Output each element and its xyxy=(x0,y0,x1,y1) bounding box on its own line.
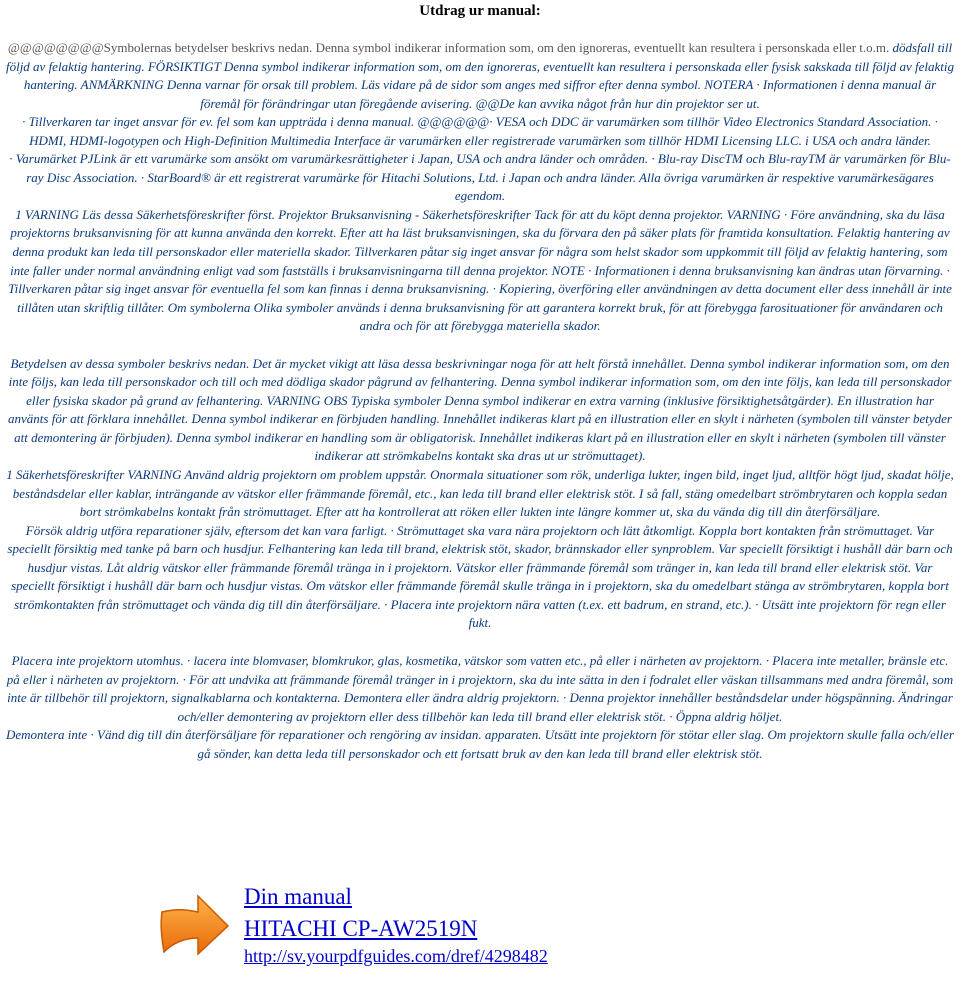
section-gap xyxy=(5,633,955,652)
paragraph-safety-3: Placera inte projektorn utomhus. · lacera inte blomvaser, blomkrukor, glas, kosmetika, vätskor som vatten etc., på eller i närheten av projektorn. · Placera inte metaller, bränsle etc. på eller i närheten av projektorn. · För att undvika att främmande föremål tränger in i projektorn, ska du inte sätta in den i fodralet eller väskan tillsammans med andra föremål, som inte är tillbehör till projektorn, signalkablarna och kontakterna. Demontera eller ändra aldrig projektorn. · Denna projektor innehåller beståndsdelar under högspänning. Ändringar och/eller demontering av projektorn eller dess tillbehör kan leda till brand eller elektrisk stöt. · Öppna aldrig höljet. xyxy=(6,652,954,724)
manual-excerpt xyxy=(5,39,955,763)
paragraph-safety-2: Försök aldrig utföra reparationer själv, eftersom det kan vara farligt. · Strömuttaget ska vara nära projektorn och lätt åtkomligt. Koppla bort kontakten från strömuttaget. Var speciellt försiktig med tanke på barn och husdjur. Felhantering kan leda till brand, elektrisk stöt, skador, brännskador eller synproblem. Var speciellt försiktigt i hushåll där barn och husdjur vistas. Låt aldrig vätskor eller främmande föremål tränga in i projektorn. Vätskor eller främmande föremål som tränger in, kan leda till brand eller elektrisk stöt. Var speciellt försiktigt i hushåll där barn och husdjur vistas. Om vätskor eller främmande föremål skulle tränga in i projektorn, ska du omedelbart stänga av strömbrytaren, koppla bort strömkontakten från strömuttaget och vända dig till din återförsäljare. · Placera inte projektorn nära vatten (t.ex. ett badrum, en strand, etc.). · Utsätt inte projektorn för regn eller fukt. xyxy=(7,522,953,631)
paragraph-safety-1: 1 Säkerhetsföreskrifter VARNING Använd aldrig projektorn om problem uppstår. Onormala situationer som rök, underliga lukter, ingen bild, inget ljud, alltför högt ljud, skadat hölje, beståndsdelar eller kablar, inträngande av vätskor eller främmande föremål, etc., kan leda till brand eller elektrisk stöt. I så fall, stäng omedelbart strömbrytaren och koppla sedan bort strömkabelns kontakt från strömuttaget. Efter att ha kontrollerat att röken eller lukten inte längre kommer ut, ska du vända dig till din återförsäljare. xyxy=(6,467,954,520)
paragraph-symbol-meanings: Betydelsen av dessa symboler beskrivs nedan. Det är mycket vikigt att läsa dessa beskrivningar noga för att helt förstå innehållet. Denna symbol indikerar information som, om den inte följs, kan leda till personskador och till och med dödliga skador pågrund av felhantering. Denna symbol indikerar information som, om den inte följs, kan leda till personskador eller fysiska skador på grund av felhantering. VARNING OBS Typiska symboler Denna symbol indikerar en extra varning (inklusive försiktighetsåtgärder). En illustration har använts för att förklara innehållet. Denna symbol indikerar en förbjuden handling. Innehållet indikeras klart på en illustration eller en skylt i närheten (symbolen till vänster betyder att demontering är förbjuden). Denna symbol indikerar en handling som är obligatorisk. Innehållet indikeras klart på en illustration eller en skylt i närheten (symbolen till vänster indikerar att strömkabelns kontakt ska dras ut ur strömuttaget). xyxy=(8,355,952,464)
arrow-right-icon xyxy=(158,890,230,960)
manual-footer xyxy=(158,884,948,976)
paragraph-symbols xyxy=(5,39,955,113)
paragraph-symbols-rest: dödsfall till följd av felaktig hantering. FÖRSIKTIGT Denna symbol indikerar information som, om den ignoreras, eventuellt kan resultera i personskada eller fysisk sakskada till följd av felaktig hantering. ANMÄRKNING Denna varnar för orsak till problem. Läs vidare på de sidor som anges med siffror efter denna symbol. NOTERA · Informationen i denna manual är föremål för förändringar utan föregående avisering. @@De kan avvika något från hur din projektor ser ut. xyxy=(5,40,955,111)
paragraph-trademarks-2: · Varumärket PJLink är ett varumärke som ansökt om varumärkesrättigheter i Japan, USA och andra länder och områden. · Blu-ray DiscTM och Blu-rayTM är varumärken för Blu-ray Disc Association. · StarBoard® är ett registrerat varumärke för Hitachi Solutions, Ltd. i Japan och andra länder. Alla övriga varumärken är respektive varumärkesägares egendom. xyxy=(9,151,951,204)
paragraph-safety-4: Demontera inte · Vänd dig till din återförsäljare för reparationer och rengöring av insidan. apparaten. Utsätt inte projektorn för stötar eller slag. Om projektorn skulle falla och/eller gå sönder, kan detta leda till personskador och ett fortsatt bruk av den kan leda till brand eller elektrisk stöt. xyxy=(6,727,954,761)
model-link[interactable]: HITACHI CP-AW2519N xyxy=(244,916,478,941)
manual-url-link[interactable]: http://sv.yourpdfguides.com/dref/4298482 xyxy=(244,946,548,966)
paragraph-intro: @@@@@@@@Symbolernas betydelser beskrivs nedan. Denna symbol indikerar information som, om den ignoreras, eventuellt kan resultera i personskada eller t.o.m. xyxy=(7,40,890,55)
paragraph-warning-intro: 1 VARNING Läs dessa Säkerhetsföreskrifter först. Projektor Bruksanvisning - Säkerhetsföreskrifter Tack för att du köpt denna projektor. VARNING · Före användning, ska du läsa projektorns bruksanvisning för att kunna använda den korrekt. Efter att ha läst bruksanvisningen, ska du förvara den på säker plats för framtida konsultation. Felaktig hantering av denna produkt kan leda till personskador eller materiella skador. Tillverkaren påtar sig inget ansvar för några som helst skador som uppkommit till följd av felaktig hantering, som inte faller under normal användning enligt vad som fastställs i bruksanvisningarna till denna projektor. NOTE · Informationen i denna bruksanvisning kan ändras utan förvarning. · Tillverkaren påtar sig inget ansvar för eventuella fel som kan finnas i denna bruksanvisning. · Kopiering, överföring eller användningen av detta document eller dess innehåll är inte tillåten utan skriftlig tillåter. Om symbolerna Olika symboler används i denna bruksanvisning för att garantera korrekt bruk, för att förebygga farosituationer för användaren och andra och för att förebygga materiella skador. xyxy=(8,206,952,334)
page-title: Utdrag ur manual: xyxy=(419,3,541,19)
section-gap xyxy=(5,336,955,355)
manual-link[interactable]: Din manual xyxy=(244,884,352,909)
paragraph-trademarks-1: · Tillverkaren tar inget ansvar för ev. fel som kan uppträda i denna manual. @@@@@@· VESA och DDC är varumärken som tillhör Video Electronics Standard Association. · HDMI, HDMI-logotypen och High-Definition Multimedia Interface är varumärken eller registrerade varumärken som tillhör HDMI Licensing LLC. i USA och andra länder. xyxy=(22,114,938,148)
